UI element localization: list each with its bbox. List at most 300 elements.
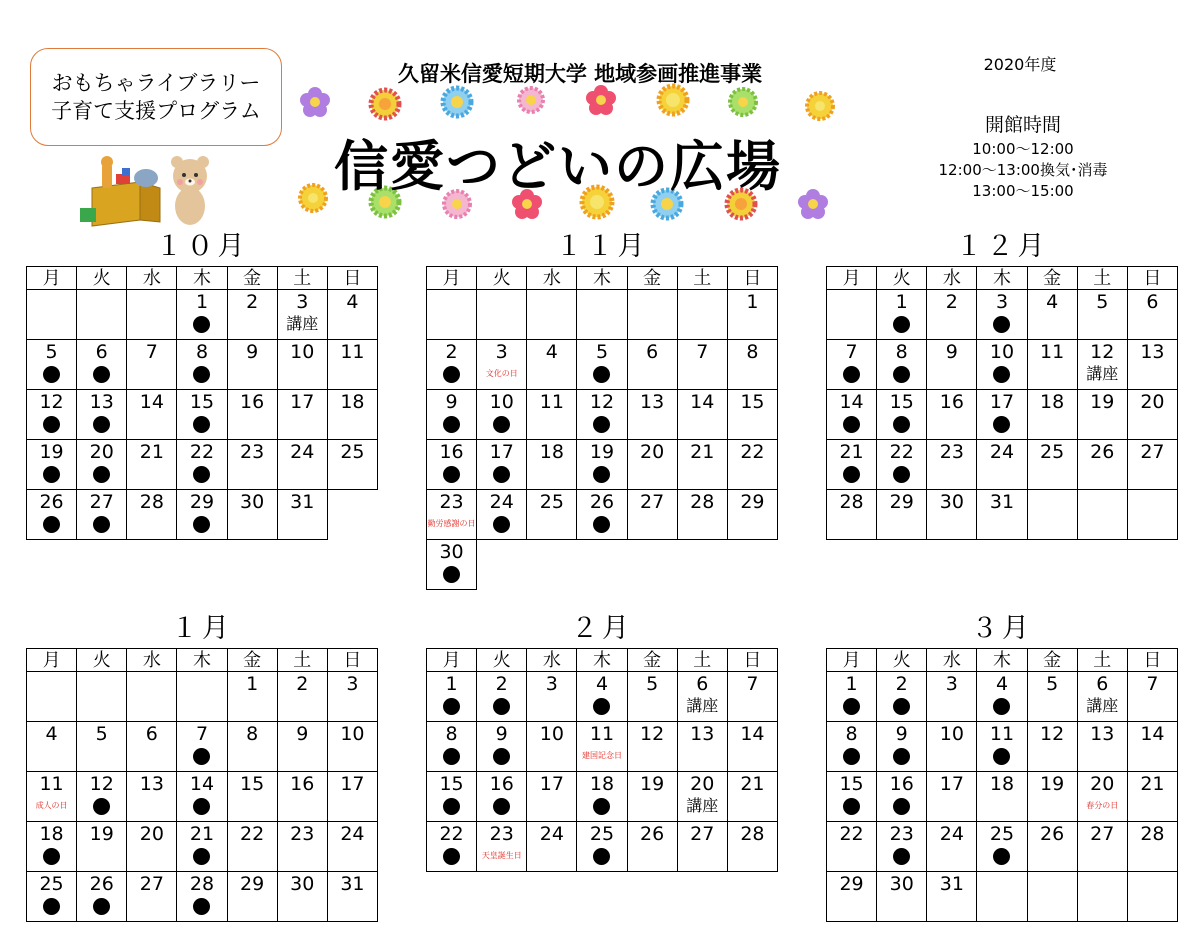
week-row — [427, 440, 778, 490]
day-cell — [1077, 290, 1127, 340]
day-number: 23 — [889, 823, 914, 845]
day-number: 10 — [290, 341, 315, 363]
empty-day-cell — [627, 290, 677, 340]
day-cell — [1077, 440, 1127, 490]
day-number: 16 — [439, 441, 464, 463]
calendar-table — [826, 266, 1178, 540]
day-cell — [1077, 390, 1127, 440]
day-number: 4 — [1046, 291, 1059, 313]
day-cell — [1027, 722, 1077, 772]
day-cell — [727, 722, 777, 772]
day-cell — [877, 390, 927, 440]
weekday-label: 日 — [727, 267, 777, 290]
day-cell — [877, 290, 927, 340]
day-cell — [27, 340, 77, 390]
day-cell — [1127, 822, 1177, 872]
month-title: １月 — [171, 613, 233, 644]
weekday-label: 水 — [927, 267, 977, 290]
day-number: 13 — [640, 391, 665, 413]
day-cell — [877, 722, 927, 772]
day-cell — [227, 390, 277, 440]
day-cell — [977, 440, 1027, 490]
weekday-label: 土 — [677, 267, 727, 290]
weekday-header-row — [827, 267, 1178, 290]
day-number: 18 — [39, 823, 64, 845]
weekday-label: 火 — [477, 267, 527, 290]
day-number: 24 — [290, 441, 315, 463]
day-number: 11 — [989, 723, 1015, 745]
day-number: 3 — [945, 673, 958, 695]
day-number: 8 — [746, 341, 759, 363]
day-cell — [1127, 672, 1177, 722]
empty-day-cell — [577, 290, 627, 340]
day-cell — [627, 340, 677, 390]
open-day-dot-icon — [193, 748, 210, 765]
day-cell — [277, 390, 327, 440]
day-number: 3 — [545, 673, 558, 695]
empty-day-cell — [977, 872, 1027, 922]
day-number: 22 — [189, 441, 215, 463]
calendar-december — [826, 231, 1178, 540]
calendar-january — [26, 613, 378, 922]
empty-day-cell — [677, 290, 727, 340]
day-number: 12 — [89, 773, 114, 795]
open-day-dot-icon — [843, 698, 860, 715]
open-day-dot-icon — [493, 798, 510, 815]
day-number: 10 — [939, 723, 964, 745]
day-number: 8 — [845, 723, 858, 745]
weekday-label: 水 — [527, 649, 577, 672]
day-number: 31 — [939, 873, 964, 895]
outside-cell — [727, 540, 777, 590]
day-number: 18 — [539, 441, 564, 463]
day-cell — [77, 490, 127, 540]
day-number: 12 — [640, 723, 665, 745]
weekday-label: 月 — [27, 649, 77, 672]
open-day-dot-icon — [43, 516, 60, 533]
day-number: 17 — [290, 391, 315, 413]
day-number: 27 — [1140, 441, 1165, 463]
day-number: 1 — [195, 291, 209, 313]
day-number: 20 — [139, 823, 164, 845]
day-cell — [727, 822, 777, 872]
week-row — [827, 490, 1178, 540]
open-day-dot-icon — [493, 748, 510, 765]
day-cell — [27, 722, 77, 772]
weekday-label: 金 — [1027, 649, 1077, 672]
day-number: 17 — [989, 391, 1015, 413]
open-day-dot-icon — [193, 798, 210, 815]
day-number: 22 — [839, 823, 864, 845]
open-day-dot-icon — [593, 466, 610, 483]
day-cell — [977, 390, 1027, 440]
day-cell — [877, 340, 927, 390]
day-cell — [177, 440, 227, 490]
calendar-february — [426, 613, 778, 872]
day-number: 2 — [495, 673, 508, 695]
open-day-dot-icon — [993, 316, 1010, 333]
day-number: 11 — [589, 723, 615, 745]
calendar-march — [826, 613, 1178, 922]
day-cell — [277, 672, 327, 722]
day-number: 6 — [95, 341, 108, 363]
day-number: 4 — [545, 341, 558, 363]
day-number: 15 — [240, 773, 265, 795]
day-cell — [1027, 440, 1077, 490]
open-day-dot-icon — [493, 466, 510, 483]
day-cell — [277, 822, 327, 872]
program-line-2: 子育て支援プログラム — [51, 99, 261, 123]
day-cell — [177, 872, 227, 922]
day-number: 22 — [889, 441, 914, 463]
day-cell — [1127, 390, 1177, 440]
day-cell — [227, 672, 277, 722]
day-number: 19 — [589, 441, 615, 463]
day-number: 28 — [740, 823, 765, 845]
day-cell — [877, 822, 927, 872]
day-cell — [677, 822, 727, 872]
day-cell — [277, 440, 327, 490]
day-number: 2 — [246, 291, 259, 313]
week-row — [827, 440, 1178, 490]
day-number: 4 — [346, 291, 359, 313]
open-day-dot-icon — [93, 516, 110, 533]
day-number: 6 — [646, 341, 659, 363]
outside-cell — [677, 540, 727, 590]
day-cell — [77, 390, 127, 440]
open-day-dot-icon — [193, 466, 210, 483]
empty-day-cell — [1127, 872, 1177, 922]
day-cell — [677, 340, 727, 390]
day-number: 5 — [595, 341, 609, 363]
open-day-dot-icon — [893, 698, 910, 715]
day-number: 26 — [1090, 441, 1115, 463]
day-cell — [727, 290, 777, 340]
day-number: 26 — [39, 491, 64, 513]
open-day-dot-icon — [443, 848, 460, 865]
weekday-label: 月 — [827, 267, 877, 290]
day-number: 20 — [640, 441, 665, 463]
day-number: 19 — [1090, 391, 1115, 413]
weekday-label: 火 — [477, 649, 527, 672]
day-number: 28 — [189, 873, 215, 895]
day-cell — [327, 722, 377, 772]
week-row — [27, 290, 378, 340]
day-number: 5 — [45, 341, 58, 363]
day-cell — [1127, 290, 1177, 340]
day-number: 25 — [340, 441, 365, 463]
open-day-dot-icon — [893, 466, 910, 483]
weekday-label: 木 — [977, 267, 1027, 290]
day-cell — [627, 722, 677, 772]
day-number: 12 — [39, 391, 64, 413]
day-cell — [927, 340, 977, 390]
day-cell — [177, 490, 227, 540]
empty-day-cell — [27, 290, 77, 340]
day-number: 22 — [740, 441, 765, 463]
day-number: 21 — [839, 441, 864, 463]
day-number: 27 — [89, 491, 114, 513]
day-cell — [477, 340, 527, 390]
day-cell — [677, 490, 727, 540]
weekday-label: 月 — [427, 649, 477, 672]
day-number: 10 — [539, 723, 564, 745]
day-cell — [927, 822, 977, 872]
weekday-label: 木 — [577, 267, 627, 290]
weekday-header-row — [27, 267, 378, 290]
day-number: 25 — [39, 873, 64, 895]
open-day-dot-icon — [893, 748, 910, 765]
day-cell — [1027, 672, 1077, 722]
open-day-dot-icon — [843, 798, 860, 815]
day-cell — [277, 290, 327, 340]
day-cell — [77, 722, 127, 772]
day-number: 5 — [646, 673, 659, 695]
day-cell — [1027, 390, 1077, 440]
weekday-header-row — [827, 649, 1178, 672]
day-number: 5 — [95, 723, 108, 745]
weekday-label: 日 — [1127, 267, 1177, 290]
week-row — [827, 722, 1178, 772]
day-cell — [577, 722, 627, 772]
day-cell — [277, 872, 327, 922]
open-day-dot-icon — [493, 416, 510, 433]
open-day-dot-icon — [93, 416, 110, 433]
day-number: 1 — [895, 291, 908, 313]
day-number: 12 — [589, 391, 615, 413]
day-number: 17 — [939, 773, 964, 795]
month-title: １２月 — [955, 231, 1049, 262]
calendar-november — [426, 231, 778, 590]
weekday-label: 火 — [877, 267, 927, 290]
empty-day-cell — [1027, 872, 1077, 922]
day-number: 20 — [1090, 773, 1115, 795]
open-day-dot-icon — [893, 848, 910, 865]
day-number: 6 — [1146, 291, 1159, 313]
day-number: 10 — [989, 341, 1015, 363]
day-number: 1 — [445, 673, 458, 695]
flower-icon — [659, 86, 687, 114]
holiday-label: 春分の日 — [1086, 801, 1119, 810]
outside-cell — [577, 540, 627, 590]
day-cell — [827, 872, 877, 922]
open-day-dot-icon — [993, 848, 1010, 865]
day-number: 5 — [1096, 291, 1109, 313]
day-number: 15 — [839, 773, 864, 795]
day-cell — [1027, 822, 1077, 872]
week-row — [27, 872, 378, 922]
day-number: 6 — [145, 723, 158, 745]
open-day-dot-icon — [893, 366, 910, 383]
lecture-label: 講座 — [686, 696, 719, 715]
day-cell — [577, 822, 627, 872]
day-cell — [427, 540, 477, 590]
week-row — [27, 822, 378, 872]
day-cell — [877, 772, 927, 822]
toy-bear-illustration — [78, 150, 218, 230]
day-cell — [427, 672, 477, 722]
day-number: 26 — [89, 873, 114, 895]
week-row — [427, 490, 778, 540]
day-number: 19 — [39, 441, 64, 463]
empty-day-cell — [527, 290, 577, 340]
day-number: 9 — [495, 723, 508, 745]
day-number: 23 — [290, 823, 315, 845]
day-cell — [77, 772, 127, 822]
day-number: 18 — [589, 773, 615, 795]
day-number: 25 — [1040, 441, 1065, 463]
open-day-dot-icon — [193, 416, 210, 433]
open-day-dot-icon — [93, 898, 110, 915]
day-cell — [877, 872, 927, 922]
day-number: 6 — [696, 673, 709, 695]
day-cell — [1077, 772, 1127, 822]
day-number: 19 — [1040, 773, 1065, 795]
open-day-dot-icon — [193, 848, 210, 865]
day-cell — [527, 722, 577, 772]
holiday-label: 成人の日 — [35, 801, 68, 810]
day-cell — [127, 822, 177, 872]
outside-cell — [477, 540, 527, 590]
day-cell — [1127, 772, 1177, 822]
day-number: 25 — [539, 491, 564, 513]
weekday-label: 月 — [827, 649, 877, 672]
day-cell — [827, 340, 877, 390]
open-day-dot-icon — [193, 316, 210, 333]
weekday-label: 木 — [977, 649, 1027, 672]
day-cell — [327, 390, 377, 440]
empty-day-cell — [77, 672, 127, 722]
weekday-header-row — [27, 649, 378, 672]
day-cell — [927, 772, 977, 822]
day-number: 13 — [690, 723, 715, 745]
day-cell — [477, 822, 527, 872]
week-row — [27, 772, 378, 822]
month-title: ３月 — [971, 613, 1033, 644]
day-number: 16 — [240, 391, 265, 413]
day-number: 14 — [1140, 723, 1165, 745]
day-cell — [477, 390, 527, 440]
day-number: 30 — [439, 541, 464, 563]
day-cell — [927, 672, 977, 722]
day-cell — [727, 672, 777, 722]
open-day-dot-icon — [43, 466, 60, 483]
open-day-dot-icon — [993, 366, 1010, 383]
open-day-dot-icon — [593, 416, 610, 433]
day-number: 6 — [1096, 673, 1109, 695]
week-row — [427, 390, 778, 440]
day-cell — [827, 490, 877, 540]
week-row — [27, 440, 378, 490]
day-cell — [977, 490, 1027, 540]
day-cell — [327, 872, 377, 922]
day-cell — [527, 440, 577, 490]
day-number: 4 — [45, 723, 58, 745]
day-number: 24 — [989, 441, 1015, 463]
day-number: 2 — [445, 341, 458, 363]
day-cell — [127, 490, 177, 540]
flower-icon — [443, 88, 471, 116]
hours-title: 開館時間 — [984, 114, 1061, 136]
day-number: 7 — [1146, 673, 1159, 695]
day-cell — [77, 822, 127, 872]
day-number: 29 — [740, 491, 765, 513]
week-row — [827, 672, 1178, 722]
day-number: 2 — [895, 673, 908, 695]
day-number: 20 — [1140, 391, 1165, 413]
day-number: 23 — [439, 491, 464, 513]
day-number: 24 — [489, 491, 514, 513]
day-cell — [827, 440, 877, 490]
day-number: 3 — [296, 291, 309, 313]
day-cell — [127, 772, 177, 822]
day-cell — [977, 722, 1027, 772]
day-number: 4 — [595, 673, 609, 695]
day-number: 9 — [246, 341, 259, 363]
week-row — [427, 722, 778, 772]
weekday-label: 火 — [77, 267, 127, 290]
day-number: 27 — [1090, 823, 1115, 845]
day-cell — [327, 440, 377, 490]
day-number: 22 — [240, 823, 265, 845]
open-day-dot-icon — [443, 466, 460, 483]
empty-day-cell — [427, 290, 477, 340]
empty-day-cell — [1077, 872, 1127, 922]
day-cell — [627, 672, 677, 722]
program-line-1: おもちゃライブラリー — [51, 71, 261, 95]
day-cell — [727, 340, 777, 390]
day-cell — [27, 872, 77, 922]
week-row — [827, 822, 1178, 872]
empty-day-cell — [477, 290, 527, 340]
day-number: 13 — [139, 773, 164, 795]
empty-day-cell — [127, 290, 177, 340]
day-number: 26 — [1040, 823, 1065, 845]
open-day-dot-icon — [443, 698, 460, 715]
day-cell — [227, 340, 277, 390]
weekday-label: 土 — [677, 649, 727, 672]
open-day-dot-icon — [843, 416, 860, 433]
week-row — [827, 340, 1178, 390]
day-cell — [427, 822, 477, 872]
open-day-dot-icon — [93, 466, 110, 483]
weekday-label: 火 — [877, 649, 927, 672]
day-number: 21 — [740, 773, 765, 795]
open-day-dot-icon — [443, 366, 460, 383]
day-number: 26 — [589, 491, 615, 513]
day-cell — [977, 290, 1027, 340]
day-number: 9 — [296, 723, 309, 745]
day-number: 16 — [290, 773, 315, 795]
weekday-label: 水 — [127, 649, 177, 672]
empty-day-cell — [177, 672, 227, 722]
day-number: 20 — [89, 441, 114, 463]
day-number: 30 — [889, 873, 914, 895]
empty-day-cell — [77, 290, 127, 340]
day-number: 4 — [995, 673, 1009, 695]
weekday-label: 火 — [77, 649, 127, 672]
day-number: 19 — [640, 773, 665, 795]
day-cell — [877, 440, 927, 490]
week-row — [427, 340, 778, 390]
weekday-header-row — [427, 649, 778, 672]
day-cell — [677, 672, 727, 722]
day-number: 28 — [1140, 823, 1165, 845]
day-number: 15 — [740, 391, 765, 413]
outside-cell — [627, 540, 677, 590]
day-cell — [927, 490, 977, 540]
open-day-dot-icon — [493, 698, 510, 715]
